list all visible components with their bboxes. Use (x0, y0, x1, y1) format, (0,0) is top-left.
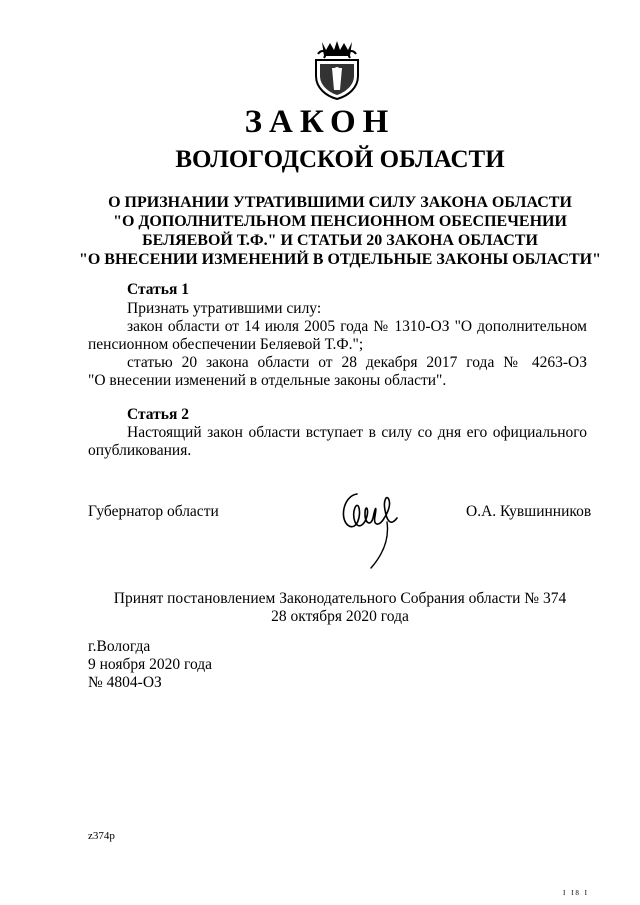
article-2-text: Настоящий закон области вступает в силу со дня его официального (127, 424, 587, 441)
article-1-title: Статья 1 (127, 281, 189, 298)
page-subtitle: ВОЛОГОДСКОЙ ОБЛАСТИ (175, 146, 505, 173)
document-code: z374p (88, 830, 115, 842)
heading-line: БЕЛЯЕВОЙ Т.Ф." И СТАТЬИ 20 ЗАКОНА ОБЛАСТИ (142, 232, 538, 249)
signatory-position: Губернатор области (88, 503, 219, 520)
article-1-text: закон области от 14 июля 2005 года № 1310-ОЗ "О дополнительном (127, 318, 587, 335)
page-title: ЗАКОН (244, 104, 396, 140)
handwritten-signature (335, 486, 407, 574)
article-1-text: "О внесении изменений в отдельные законы области". (88, 372, 447, 389)
law-heading (0, 193, 640, 269)
article-1-text: пенсионном обеспечении Беляевой Т.Ф."; (88, 336, 364, 353)
article-2-text: опубликования. (88, 442, 192, 459)
article-1-text: Признать утратившими силу: (127, 300, 322, 317)
adoption-date: 28 октября 2020 года (271, 608, 409, 625)
place: г.Вологда (88, 638, 151, 655)
article-2-title: Статья 2 (127, 406, 189, 423)
heading-line: О ПРИЗНАНИИ УТРАТИВШИМИ СИЛУ ЗАКОНА ОБЛАСТИ (108, 194, 572, 211)
signing-date: 9 ноября 2020 года (88, 656, 213, 673)
law-number: № 4804-ОЗ (88, 674, 162, 691)
heading-line: "О ДОПОЛНИТЕЛЬНОМ ПЕНСИОННОМ ОБЕСПЕЧЕНИИ (113, 213, 567, 230)
heading-line: "О ВНЕСЕНИИ ИЗМЕНЕНИЙ В ОТДЕЛЬНЫЕ ЗАКОНЫ ОБЛАСТИ" (78, 251, 602, 268)
article-1-text: статью 20 закона области от 28 декабря 2017 года № 4263-ОЗ (127, 354, 587, 371)
coat-of-arms-icon (312, 38, 362, 100)
signatory-name: О.А. Кувшинников (466, 503, 592, 520)
corner-mark: I I8 I (563, 889, 589, 897)
adoption-info: Принят постановлением Законодательного Собрания области № 374 (113, 590, 567, 607)
